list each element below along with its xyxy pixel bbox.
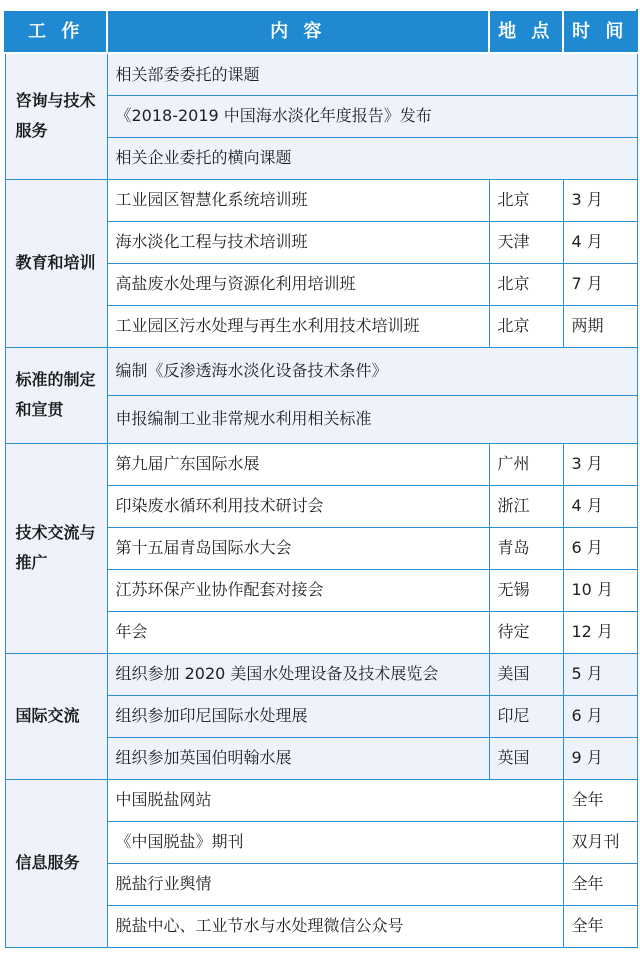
row-content: 相关企业委托的横向课题 bbox=[107, 137, 637, 179]
table-row bbox=[5, 779, 637, 821]
row-time: 5 月 bbox=[563, 653, 637, 695]
section-title: 咨询与技术服务 bbox=[5, 53, 107, 179]
row-time: 双月刊 bbox=[563, 821, 637, 863]
table-row bbox=[5, 179, 637, 221]
section-title: 教育和培训 bbox=[5, 179, 107, 347]
row-time: 9 月 bbox=[563, 737, 637, 779]
row-time: 全年 bbox=[563, 863, 637, 905]
row-content: 编制《反渗透海水淡化设备技术条件》 bbox=[107, 347, 637, 395]
table-row bbox=[5, 653, 637, 695]
row-content: 相关部委委托的课题 bbox=[107, 53, 637, 95]
row-place: 英国 bbox=[489, 737, 563, 779]
row-place: 北京 bbox=[489, 305, 563, 347]
row-content: 工业园区智慧化系统培训班 bbox=[107, 179, 489, 221]
row-content: 第十五届青岛国际水大会 bbox=[107, 527, 489, 569]
row-time: 7 月 bbox=[563, 263, 637, 305]
table-body bbox=[5, 53, 637, 947]
row-time: 6 月 bbox=[563, 527, 637, 569]
row-place: 印尼 bbox=[489, 695, 563, 737]
row-time: 全年 bbox=[563, 905, 637, 947]
table-row bbox=[5, 347, 637, 395]
header-place: 地 点 bbox=[489, 10, 563, 53]
row-content: 江苏环保产业协作配套对接会 bbox=[107, 569, 489, 611]
row-time: 6 月 bbox=[563, 695, 637, 737]
row-content: 脱盐行业舆情 bbox=[107, 863, 563, 905]
work-plan-table bbox=[4, 9, 638, 948]
row-content: 组织参加印尼国际水处理展 bbox=[107, 695, 489, 737]
row-time: 10 月 bbox=[563, 569, 637, 611]
header-row bbox=[5, 10, 637, 53]
section-title: 技术交流与推广 bbox=[5, 443, 107, 653]
row-content: 工业园区污水处理与再生水利用技术培训班 bbox=[107, 305, 489, 347]
row-content: 《中国脱盐》期刊 bbox=[107, 821, 563, 863]
row-content: 中国脱盐网站 bbox=[107, 779, 563, 821]
table-header bbox=[5, 10, 637, 53]
row-place: 美国 bbox=[489, 653, 563, 695]
table-row bbox=[5, 53, 637, 95]
row-content: 第九届广东国际水展 bbox=[107, 443, 489, 485]
header-time: 时 间 bbox=[563, 10, 637, 53]
section-title: 国际交流 bbox=[5, 653, 107, 779]
row-place: 北京 bbox=[489, 263, 563, 305]
table-row bbox=[5, 443, 637, 485]
row-place: 无锡 bbox=[489, 569, 563, 611]
row-time: 3 月 bbox=[563, 179, 637, 221]
header-work: 工 作 bbox=[5, 10, 107, 53]
row-place: 北京 bbox=[489, 179, 563, 221]
row-place: 天津 bbox=[489, 221, 563, 263]
row-content: 海水淡化工程与技术培训班 bbox=[107, 221, 489, 263]
row-place: 浙江 bbox=[489, 485, 563, 527]
row-place: 广州 bbox=[489, 443, 563, 485]
row-place: 待定 bbox=[489, 611, 563, 653]
row-content: 年会 bbox=[107, 611, 489, 653]
row-place: 青岛 bbox=[489, 527, 563, 569]
row-content: 印染废水循环利用技术研讨会 bbox=[107, 485, 489, 527]
row-content: 《2018-2019 中国海水淡化年度报告》发布 bbox=[107, 95, 637, 137]
row-time: 4 月 bbox=[563, 485, 637, 527]
row-time: 两期 bbox=[563, 305, 637, 347]
section-title: 标准的制定和宣贯 bbox=[5, 347, 107, 443]
row-content: 高盐废水处理与资源化利用培训班 bbox=[107, 263, 489, 305]
row-content: 脱盐中心、工业节水与水处理微信公众号 bbox=[107, 905, 563, 947]
row-content: 组织参加英国伯明翰水展 bbox=[107, 737, 489, 779]
header-content: 内 容 bbox=[107, 10, 489, 53]
row-time: 12 月 bbox=[563, 611, 637, 653]
row-content: 组织参加 2020 美国水处理设备及技术展览会 bbox=[107, 653, 489, 695]
row-time: 全年 bbox=[563, 779, 637, 821]
row-time: 3 月 bbox=[563, 443, 637, 485]
row-time: 4 月 bbox=[563, 221, 637, 263]
section-title: 信息服务 bbox=[5, 779, 107, 947]
row-content: 申报编制工业非常规水利用相关标准 bbox=[107, 395, 637, 443]
